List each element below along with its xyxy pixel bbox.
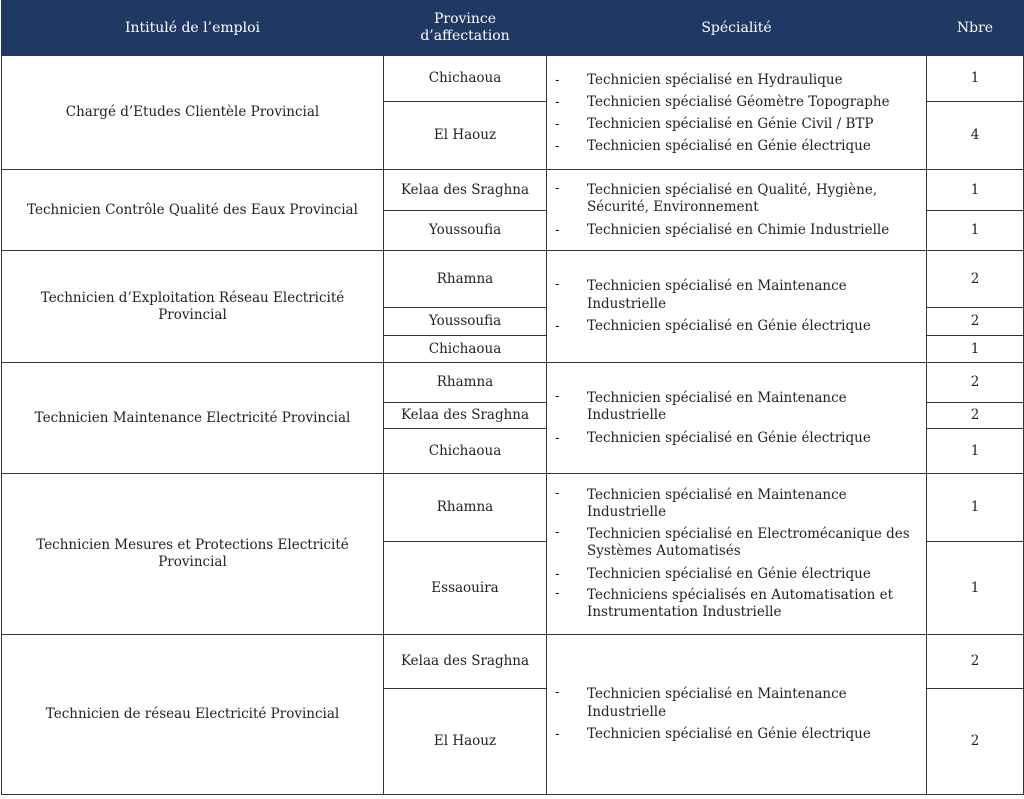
header-row xyxy=(2,1,1024,56)
speciality-cell xyxy=(547,170,927,251)
speciality-item: - Technicien spécialisé en Maintenance Industrielle xyxy=(553,485,920,524)
speciality-item: - Technicien spécialisé en Génie Civil / BTP xyxy=(553,113,920,135)
count-cell: 1 xyxy=(927,474,1024,542)
count-cell: 4 xyxy=(927,102,1024,170)
header-province-line1: Province xyxy=(433,11,497,27)
recruitment-table xyxy=(1,0,1024,795)
count-cell: 1 xyxy=(927,170,1024,211)
speciality-item: - Technicien spécialisé en Génie électrique xyxy=(553,563,920,585)
speciality-item: - Technicien spécialisé en Génie électrique xyxy=(553,427,920,449)
province-cell: Chichaoua xyxy=(384,429,547,474)
count-cell: 1 xyxy=(927,56,1024,102)
job-title: Technicien Contrôle Qualité des Eaux Provincial xyxy=(2,170,384,251)
province-cell: El Haouz xyxy=(384,689,547,795)
province-cell: El Haouz xyxy=(384,102,547,170)
province-cell: Youssoufia xyxy=(384,211,547,251)
province-cell: Kelaa des Sraghna xyxy=(384,403,547,429)
speciality-cell xyxy=(547,635,927,795)
province-cell: Rhamna xyxy=(384,251,547,308)
province-cell: Kelaa des Sraghna xyxy=(384,635,547,689)
speciality-item: - Technicien spécialisé en Maintenance Industrielle xyxy=(553,388,920,427)
table-row xyxy=(2,363,1024,403)
speciality-item: - Technicien spécialisé en Qualité, Hygiène, Sécurité, Environnement xyxy=(553,180,920,219)
job-title: Technicien d’Exploitation Réseau Electricité Provincial xyxy=(2,251,384,363)
table-row xyxy=(2,170,1024,211)
province-cell: Youssoufia xyxy=(384,308,547,336)
count-cell: 1 xyxy=(927,542,1024,635)
table-row xyxy=(2,635,1024,689)
count-cell: 1 xyxy=(927,429,1024,474)
header-province xyxy=(384,1,547,56)
count-cell: 1 xyxy=(927,211,1024,251)
speciality-item: - Techniciens spécialisés en Automatisation et Instrumentation Industrielle xyxy=(553,585,920,624)
count-cell: 2 xyxy=(927,689,1024,795)
speciality-item: - Technicien spécialisé en Electromécanique des Systèmes Automatisés xyxy=(553,524,920,563)
speciality-cell xyxy=(547,56,927,170)
count-cell: 2 xyxy=(927,635,1024,689)
job-title: Technicien de réseau Electricité Provincial xyxy=(2,635,384,795)
province-cell: Rhamna xyxy=(384,474,547,542)
header-speciality: Spécialité xyxy=(547,1,927,56)
table-row xyxy=(2,56,1024,102)
header-count: Nbre xyxy=(927,1,1024,56)
province-cell: Kelaa des Sraghna xyxy=(384,170,547,211)
table-row xyxy=(2,474,1024,542)
speciality-cell xyxy=(547,251,927,363)
speciality-item: - Technicien spécialisé en Génie électrique xyxy=(553,723,920,745)
count-cell: 2 xyxy=(927,363,1024,403)
header-province-line2: d’affectation xyxy=(420,28,510,44)
province-cell: Chichaoua xyxy=(384,336,547,363)
header-job: Intitulé de l’emploi xyxy=(2,1,384,56)
province-cell: Essaouira xyxy=(384,542,547,635)
speciality-item: - Technicien spécialisé en Maintenance Industrielle xyxy=(553,276,920,315)
job-title: Chargé d’Etudes Clientèle Provincial xyxy=(2,56,384,170)
speciality-item: - Technicien spécialisé en Génie électrique xyxy=(553,135,920,157)
count-cell: 1 xyxy=(927,336,1024,363)
speciality-cell xyxy=(547,363,927,474)
job-title: Technicien Mesures et Protections Electricité Provincial xyxy=(2,474,384,635)
count-cell: 2 xyxy=(927,251,1024,308)
speciality-item: - Technicien spécialisé en Chimie Industrielle xyxy=(553,219,920,241)
speciality-item: - Technicien spécialisé en Génie électrique xyxy=(553,315,920,337)
speciality-item: - Technicien spécialisé en Hydraulique xyxy=(553,69,920,91)
speciality-cell xyxy=(547,474,927,635)
speciality-item: - Technicien spécialisé en Maintenance Industrielle xyxy=(553,684,920,723)
speciality-item: - Technicien spécialisé Géomètre Topographe xyxy=(553,91,920,113)
count-cell: 2 xyxy=(927,403,1024,429)
count-cell: 2 xyxy=(927,308,1024,336)
table-row xyxy=(2,251,1024,308)
province-cell: Rhamna xyxy=(384,363,547,403)
job-title: Technicien Maintenance Electricité Provincial xyxy=(2,363,384,474)
province-cell: Chichaoua xyxy=(384,56,547,102)
